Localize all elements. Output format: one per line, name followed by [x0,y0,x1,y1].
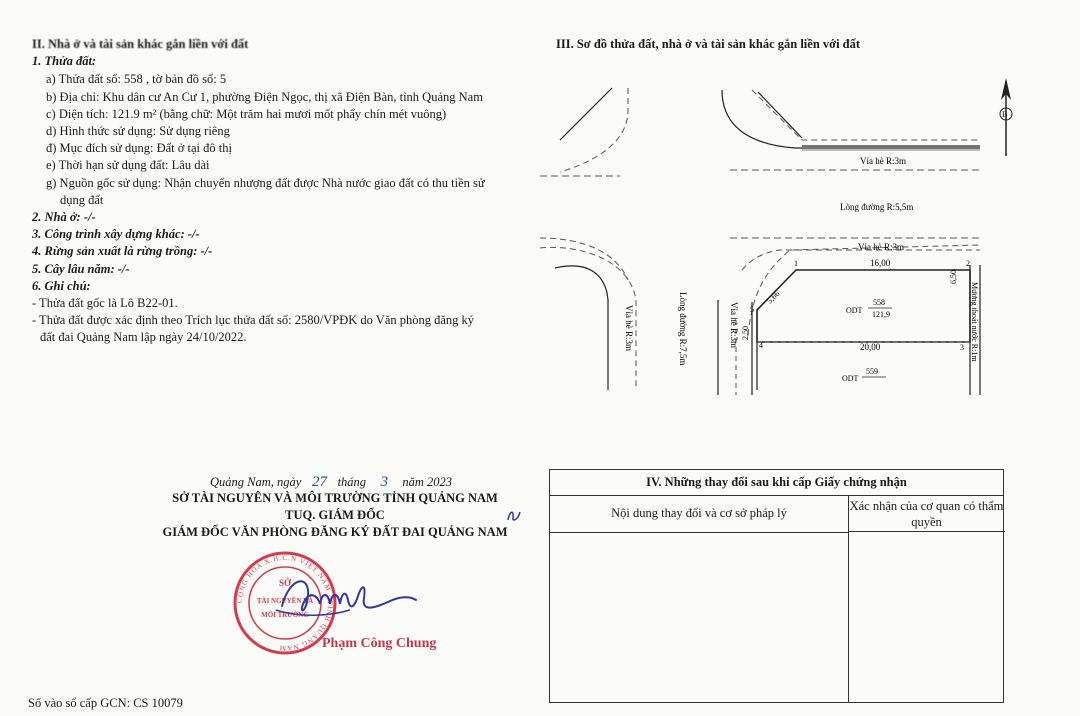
land-item: b) Địa chỉ: Khu dân cư An Cư 1, phường Điện Ngọc, thị xã Điện Bàn, tỉnh Quảng Nam [46,90,483,104]
date-month: 3 [380,474,388,490]
changes-col-content: Nội dung thay đổi và cơ sở pháp lý [550,495,849,533]
label-long-duong-top: Lòng đường R:5,5m [840,202,914,212]
land-heading: 1. Thửa đất: [32,54,97,68]
changes-col-confirm: Xác nhận của cơ quan có thẩm quyền [848,495,1005,532]
label-pt3: 3 [960,343,964,352]
label-len-top: 16,00 [870,258,891,268]
svg-text:MÔI TRƯỜNG: MÔI TRƯỜNG [261,611,309,619]
label-parcel2-no: 559 [866,367,878,376]
label-parcel-no: 558 [873,298,885,307]
note-line: - Thửa đất gốc là Lô B22-01. [32,296,178,310]
land-item: e) Thời hạn sử dụng đất: Lâu dài [46,158,210,172]
parcel-diagram [540,70,1040,405]
signer-name: Phạm Công Chung [322,636,437,651]
month-label: tháng [337,475,367,489]
sign-position: GIÁM ĐỐC VĂN PHÒNG ĐĂNG KÝ ĐẤT ĐAI QUẢNG NAM [162,525,508,539]
land-item: d) Hình thức sử dụng: Sử dụng riêng [46,124,230,138]
svg-text:CỘNG HÒA X.H.C.N VIỆT NAM · TỈ: CỘNG HÒA X.H.C.N VIỆT NAM · TỈNH QUẢNG NAM [235,553,335,653]
svg-text:SỞ: SỞ [278,578,292,588]
label-muong: Mương thoát nước R:1m [970,282,979,362]
svg-text:TÀI NGUYÊN VÀ: TÀI NGUYÊN VÀ [256,597,314,605]
label-via-he-right: Vỉa hè R:3m [729,302,739,348]
label-parcel-area: 121,9 [872,310,890,319]
changes-title: IV. Những thay đổi sau khi cấp Giấy chứng nhận [550,470,1003,496]
label-via-he-mid: Vỉa hè R:3m [858,242,904,252]
label-odt2: ODT [842,374,859,383]
note-line: đất đai Quảng Nam lập ngày 24/10/2022. [40,330,247,344]
date-prefix: Quảng Nam, ngày [210,475,302,489]
label-pt2: 2 [966,259,970,268]
heading-rung: 4. Rừng sản xuất là rừng trồng: -/- [32,244,213,258]
land-item: dụng đất [60,193,104,207]
label-len-diag: 5,66 [765,289,782,306]
land-item: g) Nguồn gốc sử dụng: Nhận chuyển nhượng đất được Nhà nước giao đất có thu tiền sử [46,176,485,190]
initial-mark [504,506,524,526]
label-via-he-left: Vỉa hè R:3m [624,305,634,351]
note-line: - Thửa đất được xác định theo Trích lục thửa đất số: 2580/VPĐK do Văn phòng đăng ký [32,313,475,327]
heading-ghi-chu: 6. Ghi chú: [32,279,91,293]
label-pt5: 5 [750,305,754,314]
heading-cay: 5. Cây lâu năm: -/- [32,262,130,276]
date-day: 27 [311,474,327,490]
land-item: a) Thửa đất số: 558 , tờ bản đồ số: 5 [46,72,227,86]
label-len-bottom: 20,00 [860,342,881,352]
heading-nha-o: 2. Nhà ở: -/- [32,210,96,224]
section-title: II. Nhà ở và tài sản khác gắn liền với đất [32,37,249,51]
label-north: B [1002,110,1008,119]
changes-table [549,469,1004,703]
label-len-right: 6,50 [949,270,958,284]
sign-org: SỞ TÀI NGUYÊN VÀ MÔI TRƯỜNG TỈNH QUẢNG NAM [172,491,498,505]
land-item: c) Diện tích: 121.9 m² (bằng chữ: Một trăm hai mươi mốt phẩy chín mét vuông) [46,107,447,121]
sign-tuq: TUQ. GIÁM ĐỐC [285,508,385,522]
column-divider [848,532,849,702]
diagram-title: III. Sơ đồ thửa đất, nhà ở và tài sản khác gắn liền với đất [556,37,861,51]
gcn-number: Số vào sổ cấp GCN: CS 10079 [28,696,183,710]
land-item: đ) Mục đích sử dụng: Đất ở tại đô thị [46,141,232,155]
sign-date [210,474,452,491]
handwritten-signature [270,566,420,626]
year-label: năm 2023 [402,475,452,489]
label-long-duong-vert: Lòng đường R:7,5m [678,292,688,366]
label-len-left: 2,50 [741,326,750,340]
label-via-he-top: Vỉa hè R:3m [860,156,906,166]
label-pt1: 1 [794,259,798,268]
heading-cong-trinh: 3. Công trình xây dựng khác: -/- [32,227,200,241]
label-pt4: 4 [759,341,763,350]
label-odt: ODT [846,306,863,315]
